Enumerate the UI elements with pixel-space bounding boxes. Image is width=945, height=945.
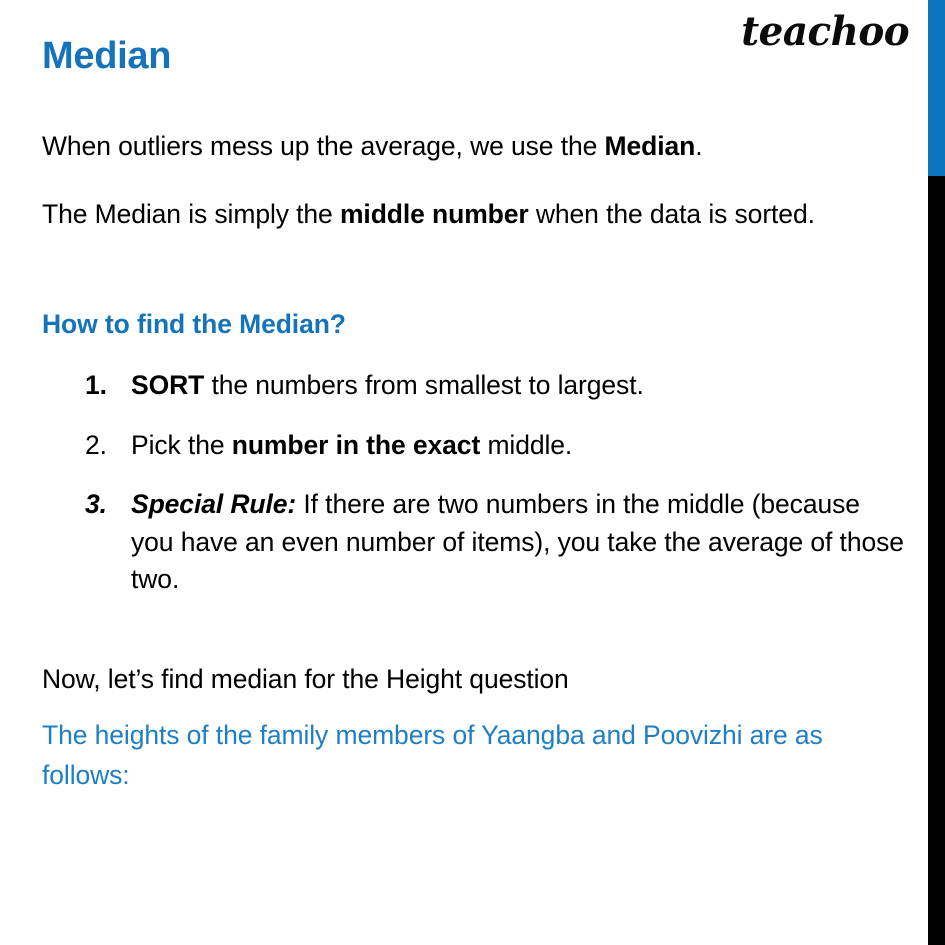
edge-stripe-black: [928, 176, 945, 945]
step-strong: number in the exact: [231, 429, 481, 460]
step-lead: SORT: [131, 369, 205, 400]
list-item: [42, 367, 908, 405]
intro-1-pre: When outliers mess up the average, we use the: [42, 131, 605, 161]
page-title: Median: [42, 35, 172, 77]
section-heading-how-to-find-median: How to find the Median?: [42, 308, 346, 339]
spacer: [42, 244, 908, 308]
content-body: [42, 130, 908, 796]
intro-2-pre: The Median is simply the: [42, 198, 340, 229]
edge-stripe-blue: [928, 0, 945, 176]
intro-2-post: when the data is sorted.: [528, 198, 815, 229]
closing-block: [42, 663, 908, 795]
intro-1-bold: Median: [604, 131, 696, 161]
step-lead: Special Rule:: [131, 489, 297, 520]
intro-1-post: .: [695, 131, 703, 161]
closing-line-blue: The heights of the family members of Yaangba and Poovizhi are as follows:: [42, 719, 823, 791]
step-number: 3.: [85, 489, 107, 520]
closing-line-black: Now, let’s find median for the Height question: [42, 664, 569, 695]
intro-2-bold: middle number: [339, 198, 529, 229]
step-number: 1.: [85, 369, 107, 400]
step-rest: the numbers from smallest to largest.: [204, 369, 644, 400]
list-item: [42, 486, 908, 599]
step-pre: Pick the: [131, 429, 232, 460]
step-rest: middle.: [480, 429, 573, 460]
step-rest: If there are two numbers in the middle (because you have an even number of items), you take the average of those two.: [131, 489, 904, 595]
teachoo-logo: teachoo: [741, 8, 909, 55]
list-item: [42, 427, 908, 465]
step-number: 2.: [85, 429, 107, 460]
spacer: [42, 176, 908, 198]
intro-paragraph-1: [42, 130, 908, 164]
steps-list: [42, 367, 908, 599]
intro-paragraph-2: [42, 198, 908, 232]
